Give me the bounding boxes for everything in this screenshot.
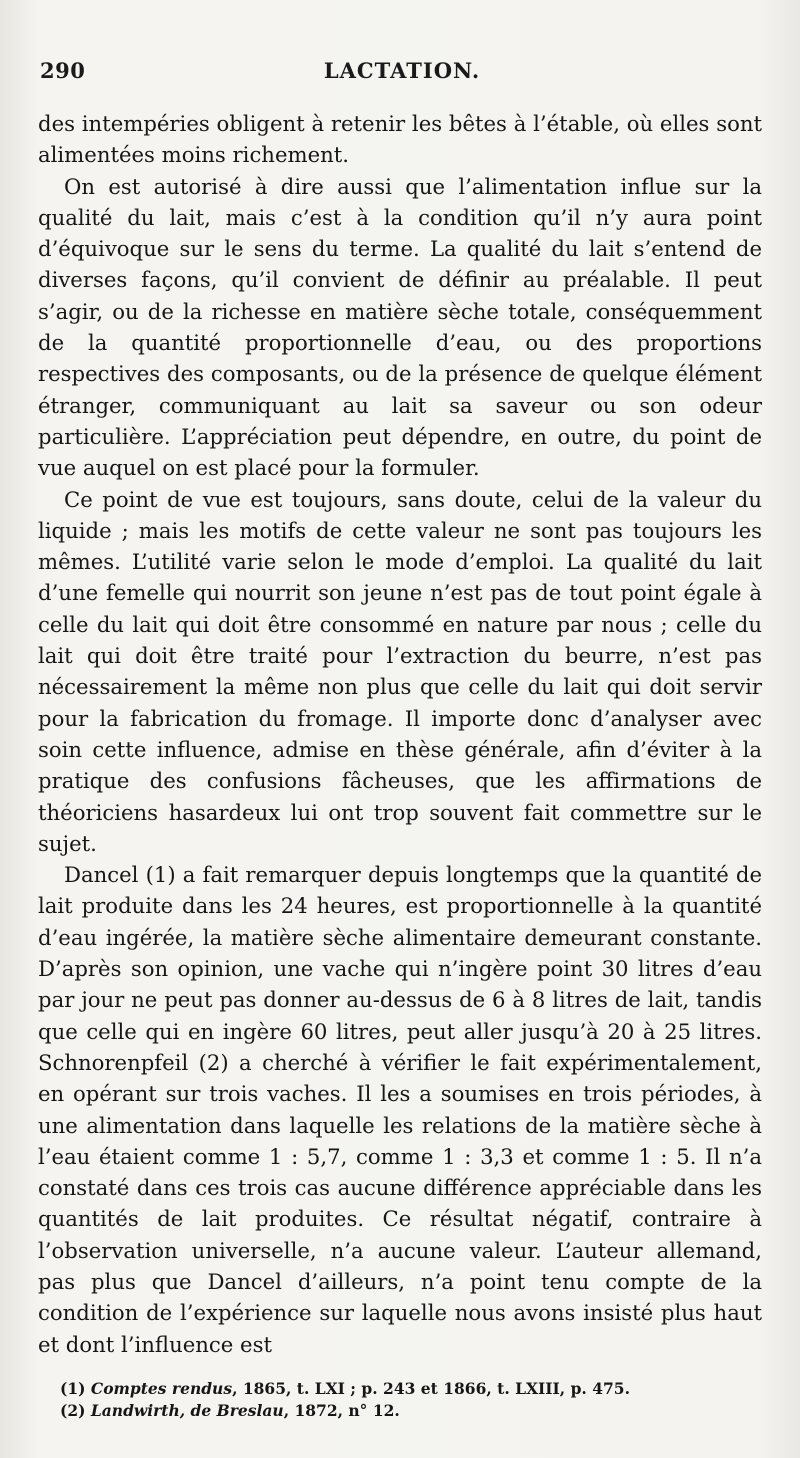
footnote-source: Comptes rendus <box>90 1379 233 1398</box>
footnotes <box>60 1378 760 1422</box>
paragraph-milk-quality: On est autorisé à dire aussi que l’alimentation influe sur la qualité du lait, mais c’est à la condition qu’il n’y aura point d’équivoque sur le sens du terme. La qualité du lait s’entend de diverses façons, qu’il convient de définir au préalable. Il peut s’agir, ou de la richesse en matière sèche totale, conséquemment de la quantité proportionnelle d’eau, ou des proportions respectives des composants, ou de la présence de quelque élément étranger, communiquant au lait sa saveur ou son odeur particulière. L’appréciation peut dépendre, en outre, du point de vue auquel on est placé pour la formuler. <box>38 173 762 481</box>
page-number: 290 <box>40 58 86 83</box>
footnote-details: , 1865, t. LXI ; p. 243 et 1866, t. LXIII, p. 475. <box>232 1379 630 1398</box>
footnote-details: , 1872, n° 12. <box>283 1401 400 1420</box>
footnote-mark: (2) <box>60 1401 86 1420</box>
paragraph-dancel-water: Dancel (1) a fait remarquer depuis longtemps que la quantité de lait produite dans les 24 heures, est proportionnelle à la quantité d’eau ingérée, la matière sèche alimentaire demeurant constante. D’après son opinion, une vache qui n’ingère point 30 litres d’eau par jour ne peut pas donner au-dessus de 6 à 8 litres de lait, tandis que celle qui en ingère 60 litres, peut aller jusqu’à 20 à 25 litres. Schnorenpfeil (2) a cherché à vérifier le fait expérimentalement, en opérant sur trois vaches. Il les a soumises en trois périodes, à une alimentation dans laquelle les relations de la matière sèche à l’eau étaient comme 1 : 5,7, comme 1 : 3,3 et comme 1 : 5. Il n’a constaté dans ces trois cas aucune différence appréciable dans les quantités de lait produites. Ce résultat négatif, contraire à l’observation universelle, n’a aucune valeur. L’auteur allemand, pas plus que Dancel d’ailleurs, n’a point tenu compte de la condition de l’expérience sur laquelle nous avons insisté plus haut et dont l’influence est <box>38 862 762 1357</box>
paragraph-continuation: des intempéries obligent à retenir les bêtes à l’étable, où elles sont alimentées moins richement. <box>38 111 762 168</box>
footnote-1 <box>60 1378 760 1400</box>
body-text <box>38 108 762 1360</box>
footnote-mark: (1) <box>60 1379 86 1398</box>
page-header <box>40 58 764 92</box>
running-title: LACTATION. <box>323 58 481 83</box>
paragraph-milk-value: Ce point de vue est toujours, sans doute, celui de la valeur du liquide ; mais les motifs de cette valeur ne sont pas toujours les mêmes. L’utilité varie selon le mode d’emploi. La qualité du lait d’une femelle qui nourrit son jeune n’est pas de tout point égale à celle du lait qui doit être consommé en nature par nous ; celle du lait qui doit être traité pour l’extraction du beurre, n’est pas nécessairement la même non plus que celle du lait qui doit servir pour la fabrication du fromage. Il importe donc d’analyser avec soin cette influence, admise en thèse générale, afin d’éviter à la pratique des confusions fâcheuses, que les affirmations de théoriciens hasardeux lui ont trop souvent fait commettre sur le sujet. <box>38 486 762 856</box>
footnote-source: Landwirth, de Breslau <box>90 1401 284 1420</box>
footnote-2 <box>60 1400 760 1422</box>
